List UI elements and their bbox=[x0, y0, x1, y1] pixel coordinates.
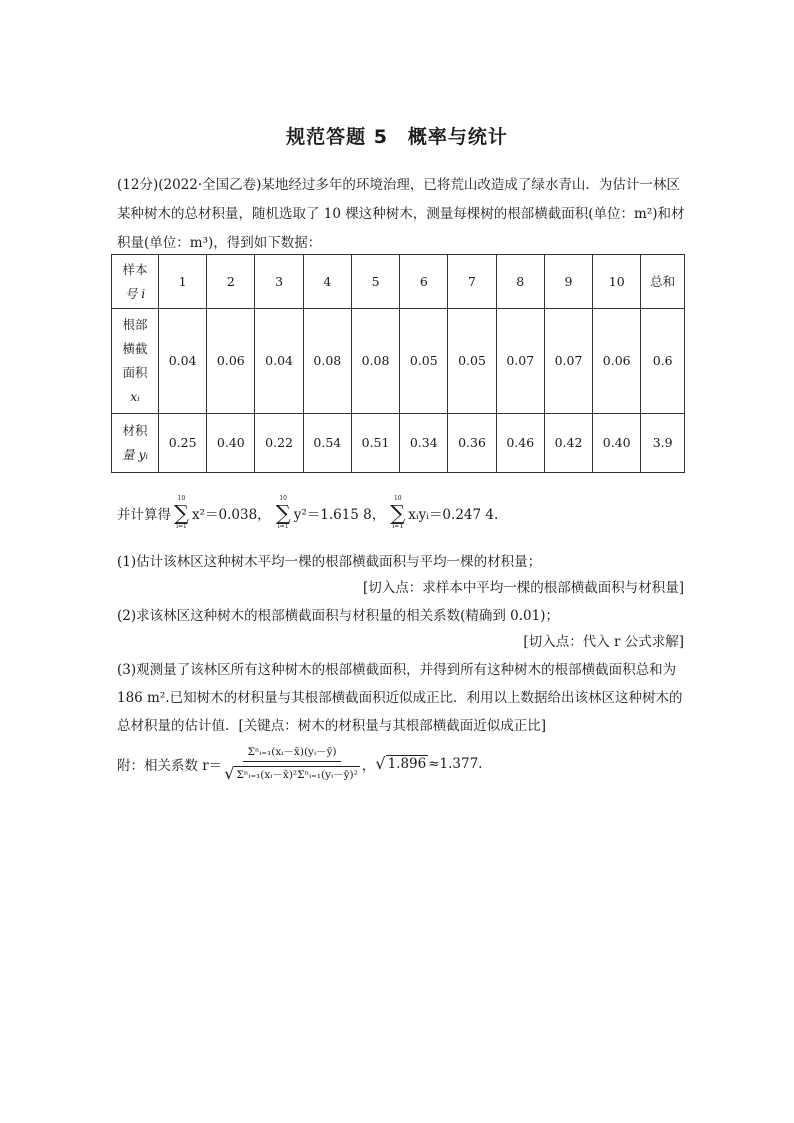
col-header: 9 bbox=[544, 255, 592, 309]
table-cell: 0.36 bbox=[448, 414, 496, 473]
table-cell: 0.07 bbox=[496, 309, 544, 414]
table-cell: 0.07 bbox=[544, 309, 592, 414]
formula-sep: ， bbox=[361, 757, 376, 774]
table-cell: 0.06 bbox=[207, 309, 255, 414]
sigma-3: 10 ∑ i=1 bbox=[390, 495, 406, 530]
table-cell: 0.08 bbox=[303, 309, 351, 414]
table-cell: 0.54 bbox=[303, 414, 351, 473]
col-header: 8 bbox=[496, 255, 544, 309]
table-cell: 0.08 bbox=[351, 309, 399, 414]
formula-denominator bbox=[224, 762, 360, 783]
row-header-y: 材积 量 yᵢ bbox=[112, 414, 159, 473]
hint-1: [切入点：求样本中平均一棵的根部横截面积与材积量] bbox=[362, 580, 684, 596]
question-3: (3)观测量了该林区所有这种树木的根部横截面积，并得到所有这种树木的根部横截面积总和为 186 m².已知树木的材积量与其根部横截面积近似成正比．利用以上数据给出该林区这种树木的总材积量的估计值．[关键点：树木的材积量与其根部横截面近似成正比] bbox=[117, 662, 683, 734]
formula-prefix: 附：相关系数 r＝ bbox=[117, 757, 223, 774]
sigma-1: 10 ∑ i=1 bbox=[174, 495, 189, 530]
correlation-formula bbox=[117, 744, 482, 783]
source-label: (2022·全国乙卷) bbox=[158, 177, 262, 193]
intro-text: 某地经过多年的环境治理，已将荒山改造成了绿水青山．为估计一林区某种树木的总材积量，随机选取了 10 棵这种树木，测量每棵树的根部横截面积(单位：m²)和材积量(单位：m³)，得到如下数据： bbox=[117, 177, 685, 251]
table-cell: 0.51 bbox=[351, 414, 399, 473]
table-cell: 0.04 bbox=[255, 309, 303, 414]
sqrt-symbol: √ Σⁿᵢ₌₁(xᵢ－x̄)²Σⁿᵢ₌₁(yᵢ－ȳ)² bbox=[224, 764, 358, 783]
table-row-x bbox=[112, 309, 685, 414]
table-cell: 0.42 bbox=[544, 414, 592, 473]
col-header: 3 bbox=[255, 255, 303, 309]
sigma-2: 10 ∑ i=1 bbox=[275, 495, 291, 530]
row-header-index: 样本 号 i bbox=[112, 255, 159, 309]
sum-term-y2: y²＝1.615 8， bbox=[293, 507, 386, 523]
formula-fraction bbox=[224, 744, 360, 783]
sum-prefix: 并计算得 bbox=[117, 507, 171, 523]
col-header: 5 bbox=[351, 255, 399, 309]
col-header: 2 bbox=[207, 255, 255, 309]
col-header: 4 bbox=[303, 255, 351, 309]
col-header: 7 bbox=[448, 255, 496, 309]
col-header: 总和 bbox=[641, 255, 685, 309]
table-cell: 3.9 bbox=[641, 414, 685, 473]
sum-term-x2: x²＝0.038， bbox=[192, 507, 271, 523]
table-cell: 0.22 bbox=[255, 414, 303, 473]
sqrt-value: √ 1.896 bbox=[375, 754, 427, 773]
sum-statement bbox=[117, 496, 500, 530]
table-cell: 0.6 bbox=[641, 309, 685, 414]
table-cell: 0.04 bbox=[159, 309, 207, 414]
table-cell: 0.05 bbox=[400, 309, 448, 414]
col-header: 10 bbox=[593, 255, 641, 309]
table-row-index bbox=[112, 255, 685, 309]
formula-approx: ≈1.377. bbox=[428, 755, 483, 772]
hint-2: [切入点：代入 r 公式求解] bbox=[523, 634, 684, 650]
col-header: 1 bbox=[159, 255, 207, 309]
row-header-x: 根部 横截 面积 xᵢ bbox=[112, 309, 159, 414]
table-row-y bbox=[112, 414, 685, 473]
question-1: (1)估计该林区这种树木平均一棵的根部横截面积与平均一棵的材积量； bbox=[117, 554, 542, 570]
page-title: 规范答题 5 概率与统计 bbox=[286, 126, 508, 148]
table-cell: 0.06 bbox=[593, 309, 641, 414]
score-label: (12分) bbox=[117, 177, 159, 193]
table-cell: 0.05 bbox=[448, 309, 496, 414]
table-cell: 0.40 bbox=[593, 414, 641, 473]
question-2: (2)求该林区这种树木的根部横截面积与材积量的相关系数(精确到 0.01)； bbox=[117, 608, 560, 624]
formula-numerator: Σⁿᵢ₌₁(xᵢ－x̄)(yᵢ－ȳ) bbox=[243, 744, 340, 762]
table-cell: 0.46 bbox=[496, 414, 544, 473]
table-cell: 0.25 bbox=[159, 414, 207, 473]
table-cell: 0.34 bbox=[400, 414, 448, 473]
table-cell: 0.40 bbox=[207, 414, 255, 473]
data-table bbox=[111, 254, 685, 473]
sum-term-xy: xᵢyᵢ＝0.247 4. bbox=[408, 507, 499, 523]
problem-intro bbox=[117, 171, 687, 258]
col-header: 6 bbox=[400, 255, 448, 309]
